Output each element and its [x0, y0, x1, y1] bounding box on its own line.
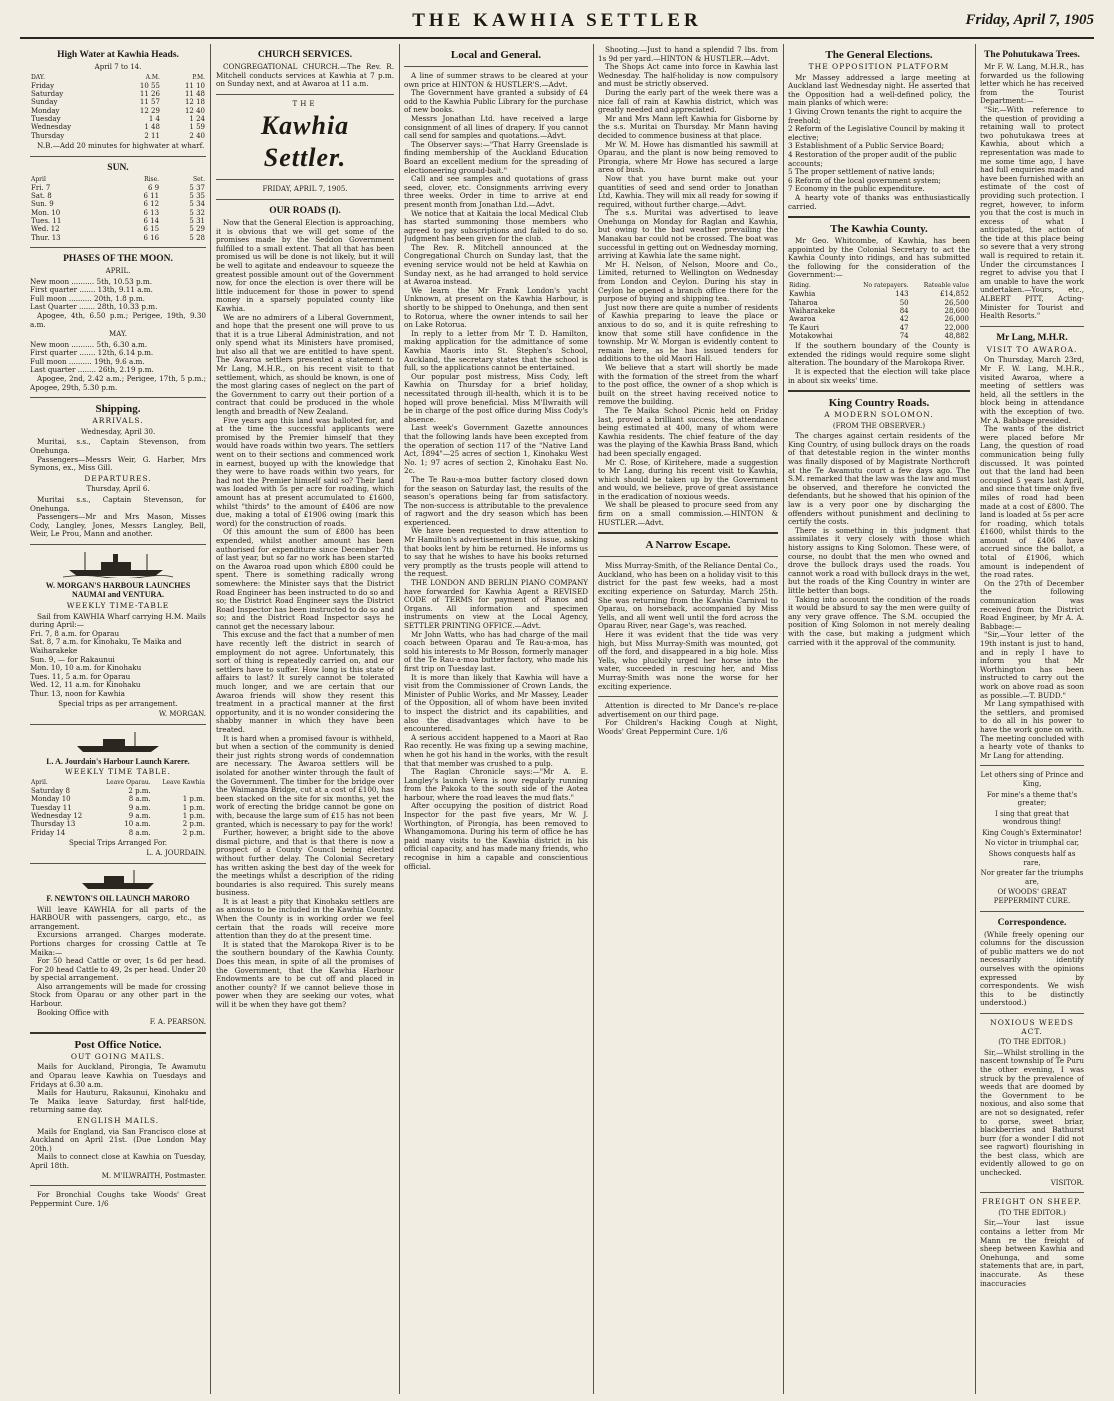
editorial-paragraph: We are no admirers of a Liberal Government, and hope that the present one will prove to us that it is a true Liberal Administration, and not only spend what its Ministers have promised, but also all that we are entitled to have spent. The Awaroa settlers presented a statement to Mr Lang, M.H.R., on his recent visit to that settlement, which, as should be known, is one of the most glaring cases of neglect on the part of the Government to carry out their portion of a contract that could be produced in the whole length and breadth of New Zealand.: [216, 312, 394, 417]
riding-value: 28,600: [944, 306, 969, 315]
jourdain-date: Tuesday 11: [31, 803, 72, 812]
ridings-col-riding: Riding.: [789, 282, 811, 290]
masthead: [20, 10, 1094, 36]
divider: [980, 326, 1084, 327]
editorial-paragraph: It is hard when a promised favour is withheld, but when a section of the community is denied their just rights strong words of condemnation are necessary. The Awaroa settlers will be isolated for another winter through the fault of the Government. The timber for the bridge over the Waimanga Bridge, cut at a cost of £100, has been stacked on the site for six months, yet the work of erecting the bridge cannot be gone on with, because the large sum of £15 has not been granted, which is necessary to pay for the work!: [216, 733, 394, 829]
local-item: Shooting.—Just to hand a splendid 7 lbs. from 1s 9d per yard.—HINTON & HUSTLER.—Advt.: [598, 46, 778, 63]
tide-col-day: DAY.: [31, 73, 45, 81]
newton-text: Also arrangements will be made for crossing Stock from Oparau or any other part in the Harbour.: [30, 981, 206, 1009]
narrow-escape-text: Miss Murray-Smith, of the Reliance Dental Co., Auckland, who has been on a holiday visit to this district for the past few weeks, had a most exciting experience on Saturday, March 25th. She was returning from the Kawhia Carnival to Oparau, on horseback, accompanied by Miss Yells, and all went well until the ford across the Oparau River, near Gage's, was reached.: [598, 561, 778, 631]
local-item: During the early part of the week there was a nice fall of rain at Kawhia district, which was greatly needed and appreciated.: [598, 87, 778, 115]
trees-text: "Sir,—With reference to the question of providing a retaining wall to protect two pohutukawa trees at Kawhia, about which a representation was made to me some time ago, I have had full enquiries made and have been furnished with an estimate of the cost of providing such protection. I regret, however, to inform you that the cost is much in excess of what I anticipated, the action of the tide at this place being so severe that a very strong wall is required to retain it. Under the circumstances I regret to advise you that I am unable to have the work undertaken.—Yours, etc., ALBERT PITT, Acting-Minister for Tourist and Health Resorts.": [980, 104, 1084, 321]
moon-line: Last quarter ........ 26th, 2.19 p.m.: [30, 365, 154, 375]
jourdain-date: Thursday 13: [31, 820, 76, 829]
editorial-paragraph: It is stated that the Marokopa River is to be the southern boundary of the Kawhia County. Does this mean, in spite of all the promises of the Government, that the Kawhia Harbour Endowments are to be cut off and placed in another county? If we cannot believe those in power when they are seeking our votes, what will it be when they have got them?: [216, 939, 394, 1009]
jourdain-kawhia: 1 p.m.: [182, 795, 205, 804]
local-item: Mr John Watts, who has had charge of the mail coach between Oparau and Te Rau-a-moa, has sold his interests to Mr Bosson, formerly manager of the Te Rau-a-moa butter factory, who made his first trip on Tuesday last.: [404, 629, 588, 673]
tide-pm: 12 18: [184, 98, 205, 107]
divider: [980, 1013, 1084, 1014]
column-rule: [210, 44, 211, 1394]
elections-sub: THE OPPOSITION PLATFORM: [808, 62, 950, 71]
local-item: Now that you have burnt make out your quantities of seed and send order to Jonathan Ltd, Kawhia. They will mix all ready for sowing if required, without further charge.—Advt.: [598, 173, 778, 209]
jourdain-kawhia: 1 p.m.: [182, 803, 205, 812]
sun-set: 5 32: [189, 208, 205, 217]
arrivals-text: Muritai, s.s., Captain Stevenson, from Onehunga.: [30, 437, 206, 456]
column-rule: [975, 44, 976, 1394]
sun-col-set: Set.: [193, 175, 205, 183]
divider: [788, 390, 970, 392]
jourdain-col-oparau: Leave Oparau.: [106, 778, 151, 786]
jourdain-signature: L. A. JOURDAIN.: [146, 849, 206, 858]
local-item: The Shops Act came into force in Kawhia last Wednesday. The half-holiday is now compulsory and must be strictly observed.: [598, 62, 778, 89]
tide-table: [30, 74, 206, 140]
platform-item: 7 Economy in the public expenditure.: [788, 184, 925, 194]
riding-ratepayers: 42: [899, 315, 909, 324]
moon-heading: PHASES OF THE MOON.: [63, 253, 173, 264]
riding-name: Taharoa: [789, 298, 818, 307]
dateline: FRIDAY, APRIL 7, 1905.: [262, 185, 348, 194]
local-item: It is more than likely that Kawhia will have a visit from the Commissioner of Crown Lands, the Minister of Public Works, and Mr Massey, Leader of the Opposition, all of whom have been invited to inspect the district and its capabilities, and also the disadvantages which have to be encountered.: [404, 672, 588, 734]
divider: [788, 216, 970, 218]
noxious-heading: NOXIOUS WEEDS ACT.: [990, 1017, 1074, 1036]
local-item: The Observer says:—"That Harry Greenslade is finding membership of the Auckland Education Board an excellent medium for the spreading of electioneering ground-bait.": [404, 139, 588, 175]
divider: [30, 397, 206, 398]
local-item: After occupying the position of district Road Inspector for the past five years, Mr W. J. Worthington, of Pirongia, has been removed to Whangamomona. During his term of office he has paid many visits to the Kawhia district in his official capacity, and has made many friends, who recognise in him a capable and conscientious official.: [404, 801, 588, 871]
jourdain-heading: L. A. Jourdain's Harbour Launch Karere.: [46, 756, 190, 766]
editorial-paragraph: Of this amount the sum of £800 has been expended, whilst another amount has been authorised for expenditure since December 7th of last year, but so far no work has been started on the Awaroa road upon which £800 could be spent. There is something radically wrong somewhere: the Minister says that the District Road Engineer has been instructed to do so and so; the District Road Engineer says the District Road Inspector has been instructed to do so and so; and the District Road Inspector says he cannot get the necessary labour.: [216, 527, 394, 631]
tide-day: Tuesday: [31, 115, 61, 124]
morgan-line: Mon. 10, 10 a.m. for Kinohaku: [30, 663, 142, 673]
local-item: Last week's Government Gazette announces that the following lands have been excepted from the operation of section 117 of the "Native Land Act, 1894"—25 acres of section 1, Kinohaku West No. 1; 97 acres of section 2, Kinohaku East No. 2c.: [404, 423, 588, 476]
noxious-text: Sir,—Whilst strolling in the nascent township of Te Puru the other evening, I was struck by the prevalence of weeds that are doomed by the Government to be noxious, and also some that are not so designated, refer to gorse, sweet briar, blackberries and Bathurst burr (for a wonder I did not see ragwort) flourishing in the best class, which are evidently allowed to go on unchecked.: [980, 1047, 1084, 1178]
editorial-paragraph: It is at least a pity that Kinohaku settlers are as anxious to be included in the Kawhia County. When the County is in working order we feel certain that the roads will receive more attention than they do at the present time.: [216, 896, 394, 941]
sun-table: [30, 176, 206, 242]
morgan-note: Special trips as per arrangement.: [58, 699, 178, 708]
noxious-signature: VISITOR.: [1050, 1178, 1084, 1187]
editorial-paragraph: This excuse and the fact that a number of men have recently left the district in search of employment do not agree. Unfortunately, this sort of thing is repeatedly carried on, and our settlers have to suffer. How long is this state of affairs to last? It surely cannot be tolerated much longer, and we are certain that our Awaroa friends will show they resent this treatment in a practical manner at the first opportunity, and it is no wonder considering the shabby manner in which they have been treated.: [216, 630, 394, 734]
local-item: We believe that a start will shortly be made with the formation of the street from the wharf to the post office, the owner of a shop which is built on the street having received notice to remove the building.: [598, 362, 778, 407]
moon-line: Full moon .......... 20th, 1.8 p.m.: [30, 293, 145, 303]
column-rule: [783, 44, 784, 1394]
trees-heading: The Pohutukawa Trees.: [984, 50, 1080, 60]
sun-set: 5 37: [189, 183, 205, 192]
moon-line: First quarter ....... 12th, 6.14 p.m.: [30, 348, 154, 358]
king-country-text: There is something in this judgment that assimilates it very closely with those which history assigns to King Solomon. These were, of course, no doubt that the men who owned and drove the bullock drays used the roads. You cannot work a road with bullock drays in the wet, but the roads of the King Country in winter are little better than bogs.: [788, 525, 970, 595]
masthead-title: THE KAWHIA SETTLER: [412, 10, 702, 31]
oil-launch-engraving-icon: [78, 869, 158, 891]
post-heading: Post Office Notice.: [74, 1038, 162, 1051]
newton-text: Excursions arranged. Charges moderate. Portions charges for crossing Cattle at Te Maika:—: [30, 930, 206, 957]
jourdain-date: Saturday 8: [31, 787, 70, 796]
county-text: It is expected that the election will take place in about six weeks' time.: [788, 366, 970, 385]
tide-pm: 12 40: [184, 106, 205, 115]
divider: [980, 1192, 1084, 1193]
local-item: In reply to a letter from Mr T. D. Hamilton, making application for the admittance of some Kawhia Maoris into St. Stephen's School, Auckland, the secretary states that the school is full, so the applications cannot be entertained.: [404, 328, 588, 373]
local-heading: Local and General.: [450, 49, 542, 61]
column-6: [980, 46, 1084, 1392]
sun-rise: 6 16: [143, 233, 160, 242]
masthead-rule: [20, 37, 1094, 39]
sun-day: Sat. 8: [31, 192, 52, 201]
jourdain-oparau: 9 a.m.: [128, 803, 151, 812]
morgan-line: Fri. 7, 8 a.m. for Oparau: [30, 628, 120, 638]
riding-value: 48,882: [944, 331, 969, 340]
platform-item: 2 Reform of the Legislative Council by making it elective;: [788, 124, 965, 142]
tide-day: Saturday: [31, 90, 64, 99]
sheep-to: (TO THE EDITOR.): [998, 1208, 1066, 1217]
moon-line: New moon .......... 5th, 6.30 a.m.: [30, 339, 148, 349]
local-item: A line of summer straws to be cleared at your own price at HINTON & HUSTLER'S.—Advt.: [404, 71, 588, 89]
english-mails-text: Mails for England, via San Francisco close at Auckland on April 21st. (Due London May 20th.): [30, 1126, 206, 1153]
morgan-line: Sun. 9, — for Rakaunui: [30, 654, 115, 664]
sun-set: 5 35: [189, 192, 205, 201]
local-item: We have been requested to draw attention to Mr Hamilton's advertisement in this issue, asking that books lent by him be returned. He informs us to say that he wishes to have his books returned very promptly as the trusts people will attend to the request.: [404, 526, 588, 579]
newton-signature: F. A. PEARSON.: [149, 1018, 206, 1027]
divider: [980, 765, 1084, 766]
sun-col-day: April: [31, 175, 46, 183]
sun-set: 5 29: [189, 225, 205, 234]
ridings-col-ratepayers: No ratepayers.: [863, 282, 909, 290]
sun-rise: 6 14: [143, 217, 160, 226]
platform-item: 5 The proper settlement of native lands;: [788, 167, 935, 177]
jourdain-col-date: April.: [31, 778, 48, 786]
trees-text: Mr F. W. Lang, M.H.R., has forwarded us the following letter which he has received from the Tourist Department:—: [980, 62, 1084, 106]
moon-line: Full moon .......... 19th, 9.6 a.m.: [30, 356, 145, 366]
masthead-date: Friday, April 7, 1905: [965, 12, 1094, 28]
riding-ratepayers: 74: [899, 331, 909, 340]
local-item: The Government have granted a subsidy of £4 odd to the Kawhia Public Library for the purchase of new books.: [404, 88, 588, 115]
jourdain-kawhia: 1 p.m.: [182, 811, 205, 820]
platform-item: 6 Reform of the local government system;: [788, 175, 941, 185]
narrow-escape-heading: A Narrow Escape.: [645, 539, 731, 552]
moon-line: First quarter ....... 13th, 9.11 a.m.: [30, 285, 153, 295]
verse-title: Let others sing of Prince and King,: [980, 771, 1084, 788]
jourdain-oparau: 10 a.m.: [124, 820, 151, 829]
divider: [980, 911, 1084, 912]
sun-rise: 6 13: [143, 208, 160, 217]
morgan-sub: WEEKLY TIME-TABLE: [66, 600, 170, 610]
column-rule: [399, 44, 400, 1394]
divider: [30, 724, 206, 725]
sun-col-rise: Rise.: [144, 175, 160, 183]
riding-ratepayers: 84: [899, 306, 909, 315]
sun-day: Mon. 10: [31, 208, 61, 217]
tide-day: Thursday: [31, 131, 65, 140]
moon-april-note: Apogee, 4th, 6.50 p.m.; Perigee, 19th, 9.30 a.m.: [30, 310, 206, 329]
editorial-paragraph: Now that the General Election is approaching, it is obvious that we will get some of the promises made by the Seddon Government fulfilled to a small extent. That all that has been promised us will be done is not likely, but it will be well to agitate and endeavour to squeeze the greatest possible amount out of the Government now, for once the election is over there will be little inducement for those in power to spend money in a sparsely populated county like Kawhia.: [216, 217, 394, 313]
divider: [30, 544, 206, 545]
king-country-text: The charges against certain residents of the King Country, of using bullock drays on the roads of that detestable region in the winter months was finally disposed of by Magistrate Northcroft at the Te Awamutu court a few days ago. The S.M. remarked that the law was the law and must be observed, and therefore he convicted the defendants, but he showed that his opinion of the law is a very poor one by discharging the offenders without punishment and declining to certify the costs.: [788, 431, 970, 527]
nameplate: Kawhia Settler.: [260, 111, 350, 173]
local-item: A serious accident happened to a Maori at Rao Rao recently. He was fixing up a sewing machine, when he got his hand in the works, with the result that that member was crushed to a pulp.: [404, 732, 588, 768]
divider: [30, 156, 206, 157]
tide-day: Friday: [31, 81, 55, 90]
local-item: Just now there are quite a number of residents of Kawhia preparing to leave the place or anxious to do so, and it is quite refreshing to know that some still have confidence in the township. Mr W. Morgan is evidently content to remain here, as he has issued tenders for additions to the old Maori Hall.: [598, 302, 778, 364]
divider: [598, 556, 778, 557]
moon-may-label: MAY.: [109, 330, 127, 339]
tide-col-am: A.M.: [145, 73, 160, 81]
riding-ratepayers: 143: [895, 290, 909, 299]
morgan-line: Thur. 13, noon for Kawhia: [30, 688, 125, 698]
english-mails-label: ENGLISH MAILS.: [76, 1116, 160, 1126]
local-item: Mr C. Rose, of Kiritehere, made a suggestion to Mr Lang, during his recent visit to Kawhia, which should be taken up by the Government and would, we believe, prove of great assistance in the eradication of noxious weeds.: [598, 457, 778, 501]
ridings-col-value: Rateable value: [923, 282, 969, 290]
moon-may-note: Apogee, 2nd, 2.42 a.m.; Perigee, 17th, 5 p.m.; Apogee, 29th, 5.30 p.m.: [30, 374, 206, 392]
verse-line: Shows conquests half as rare,: [988, 850, 1076, 867]
local-item: THE LONDON AND BERLIN PIANO COMPANY have forwarded for Kawhia Agent a REVISED CODE of TERMS for payment of Pianos and Organs. All information and specimen instruments on view at the Local Agency, SETTLER PRINTING OFFICE.—Advt.: [404, 578, 588, 630]
local-item: Call and see samples and quotations of grass seed, clover, etc. Consignments arriving every three weeks. Order in time to arrive at end present month from Jonathan Ltd.—Advt.: [404, 174, 588, 209]
lang-sub: VISIT TO AWAROA.: [986, 344, 1078, 354]
sun-day: Sun. 9: [31, 200, 54, 209]
jourdain-kawhia: 2 p.m.: [182, 828, 205, 837]
tide-day: Wednesday: [31, 123, 72, 132]
divider: [216, 199, 394, 200]
king-country-source: (FROM THE OBSERVER.): [832, 421, 926, 430]
riding-name: Kawhia: [789, 290, 816, 299]
sun-set: 5 28: [189, 233, 205, 242]
local-item: Mr H. Nelson, of Nelson, Moore and Co., Limited, returned to Wellington on Wednesday from London and Ceylon. During his stay in Ceylon he opened a branch office there for the purpose of buying and shipping tea.: [598, 259, 778, 304]
arrivals-date: Wednesday, April 30.: [80, 427, 156, 436]
cough-ad: For Children's Hacking Cough at Night, Woods' Great Peppermint Cure. 1/6: [598, 718, 778, 736]
riding-name: Motakowhai: [789, 331, 833, 340]
departures-text: Muritai s.s., Captain Stevenson, for Onehunga.: [30, 495, 206, 513]
king-country-text: Taking into account the condition of the roads it would be absurd to say the men were guilty of any very grave offence. The S.M. occupied the position of King Solomon in not merely dealing with the case, but making a judgment which carried with it the approval of the community.: [788, 594, 970, 647]
riding-value: 26,000: [944, 315, 969, 324]
jourdain-oparau: 9 a.m.: [128, 811, 151, 820]
post-sub: OUT GOING MAILS.: [70, 1051, 166, 1061]
divider: [30, 1185, 206, 1186]
divider: [404, 66, 588, 67]
sun-rise: 6 12: [143, 200, 160, 209]
editorial-paragraph: Five years ago this land was balloted for, and at the time the successful applicants were promised by the Premier himself that they would have roads within two years. The settlers went on to their sections and commenced work in earnest, buoyed up with the knowledge that they were to have roads within two years, for had not the Premier himself said so? Their land was loaded with 5s per acre for roading, which amount has at present accumulated to £1600, whilst "thirds" to the amount of £406 are now due, making a total of £1906 owing (mark this word) for the construction of roads.: [216, 415, 394, 528]
tide-pm: 11 48: [184, 90, 205, 99]
departures-date: Thursday, April 6.: [86, 485, 150, 494]
county-heading: The Kawhia County.: [830, 223, 928, 236]
elections-text: Mr Massey addressed a large meeting at Auckland last Wednesday night. He asserted that the Opposition had a well-defined policy, the main planks of which were:: [788, 72, 970, 108]
local-item: The Te Rau-a-moa butter factory closed down for the season on Saturday last, the results of the season's operations being far from satisfactory. The non-success is attributable to the prevalence of ragwort and the dry season which has been experienced.: [404, 474, 588, 527]
jourdain-col-kawhia: Leave Kawhia: [162, 778, 205, 786]
cough-ad: For Bronchial Coughs take Woods' Great Peppermint Cure. 1/6: [30, 1190, 206, 1208]
jourdain-oparau: 8 a.m.: [128, 795, 151, 804]
verse-line: No victor in triumphal car,: [984, 839, 1080, 848]
verse-signature: Of WOODS' GREAT PEPPERMINT CURE.: [993, 888, 1071, 906]
local-item: Our popular post mistress, Miss Cody, left Kawhia on Thursday for a brief holiday, necessitated through ill-health, which it is to be hoped will prove beneficial. Miss M'Ilwraith will be in charge of the post office during Miss Cody's absence.: [404, 371, 588, 424]
sun-rise: 6 9: [147, 183, 160, 192]
tide-pm: 1 59: [189, 123, 205, 132]
tide-pm: 2 40: [189, 131, 205, 140]
lang-text: On the 27th of December the following communication was received from the District Road Engineer, by Mr A. A. Babbage:—: [980, 578, 1084, 631]
jourdain-kawhia: 2 p.m.: [182, 820, 205, 829]
shipping-heading: Shipping.: [95, 403, 141, 416]
local-item: Messrs Jonathan Ltd. have received a large consignment of all lines of drapery. If you cannot call send for samples and quotations.—Advt.: [404, 113, 588, 141]
divider: [598, 532, 778, 534]
sun-set: 5 34: [189, 200, 205, 209]
arrivals-passengers: Passengers—Messrs Weir, G. Harber, Mrs Symons, ex., Miss Gill.: [30, 454, 206, 473]
morgan-heading: W. MORGAN'S HARBOUR LAUNCHES NAUMAI and VENTURA.: [45, 580, 191, 600]
lang-text: Mr Lang sympathised with the settlers, and promised to do all in his power to have the work gone on with. The meeting concluded with a hearty vote of thanks to Mr Lang for attending.: [980, 699, 1084, 760]
newton-text: Booking Office with: [37, 1007, 109, 1017]
riding-value: 26,500: [944, 298, 969, 307]
sun-set: 5 31: [189, 217, 205, 226]
jourdain-oparau: 2 p.m.: [128, 787, 151, 796]
tide-am: 1 48: [144, 123, 160, 132]
jourdain-date: Friday 14: [31, 828, 66, 837]
correspondence-note: (While freely opening our columns for the discussion of public matters we do not necessarily identify ourselves with the opinions expressed by correspondents. We wish this to be distinctly understood.): [980, 929, 1084, 1008]
column-1: [30, 46, 206, 1392]
local-item: The Te Maika School Picnic held on Friday last, proved a brilliant success, the attendance being estimated at 400, many of whom were Kawhia residents. The chief feature of the day was the playing of the Kawhia Brass Band, which had been specially engaged.: [598, 405, 778, 458]
newton-text: Will leave KAWHIA for all parts of the HARBOUR with passengers, cargo, etc., as arrangement.: [30, 904, 206, 931]
tide-col-pm: P.M.: [192, 73, 205, 81]
sun-rise: 6 11: [143, 192, 160, 201]
local-item: We shall be pleased to procure seed from any firm on a small commission.—HINTON & HUSTLER.—Advt.: [598, 500, 778, 527]
verse-line: Nor greater far the triumphs are,: [980, 869, 1084, 886]
divider: [216, 179, 394, 180]
church-heading: CHURCH SERVICES.: [257, 50, 353, 60]
ridings-table: [788, 282, 970, 340]
post-text: Mails for Hauturu, Rakaunui, Kinohaku and Te Maika leave Saturday, first half-tide, returning same day.: [30, 1088, 206, 1115]
newton-heading: F. NEWTON'S OIL LAUNCH MARORO: [46, 894, 190, 904]
local-item: The Rev. R. Mitchell announced at the Congregational Church on Sunday last, that the evening service would not be held at Kawhia on Sunday next, as he had arranged to hold service at Awaroa instead.: [404, 242, 588, 287]
tide-pm: 1 24: [189, 115, 205, 124]
column-rule: [593, 44, 594, 1394]
riding-name: Awaroa: [789, 315, 816, 324]
tide-am: 1 4: [148, 115, 160, 124]
divider: [598, 696, 778, 697]
morgan-intro: Sail from KAWHIA Wharf carrying H.M. Mails during April:—: [30, 611, 206, 630]
lang-heading: Mr Lang, M.H.R.: [996, 332, 1068, 343]
king-country-sub: A MODERN SOLOMON.: [824, 410, 934, 420]
tide-day: Sunday: [31, 98, 58, 107]
moon-april-label: APRIL.: [105, 266, 131, 275]
post-text: Mails for Auckland, Pirongia, Te Awamutu and Oparau leave Kawhia on Tuesdays and Fridays at 6.30 a.m.: [30, 1062, 206, 1089]
tide-am: 10 55: [139, 81, 160, 90]
county-text: Mr Geo. Whitcombe, of Kawhia, has been appointed by the Colonial Secretary to act the Kawhia County into ridings, and has submitted the following for the consideration of the Government:—: [788, 236, 970, 280]
local-item: We notice that at Kaitaia the local Medical Club has started summoning those members who agreed to pay subscriptions and failed to do so. Judgment has been given for the club.: [404, 208, 588, 244]
editorial-paragraph: Further, however, a bright side to the above dismal picture, and that is that there is now a prospect of a County Council being elected without further delay. The Colonial Secretary has written asking the best day of the week for the meetings whilst a description of the riding boundaries is also required. This surely means business.: [216, 828, 394, 898]
noxious-to: (TO THE EDITOR.): [998, 1038, 1066, 1047]
riding-ratepayers: 50: [899, 298, 909, 307]
tide-note: N.B.—Add 20 minutes for highwater at wharf.: [37, 140, 205, 150]
steamer-engraving-icon: [63, 550, 173, 578]
english-mails-text: Mails to connect close at Kawhia on Tuesday, April 18th.: [30, 1152, 206, 1170]
king-country-heading: King Country Roads.: [828, 397, 930, 410]
departures-passengers: Passengers—Mr and Mrs Mason, Misses Cody, Langley, Jones, Messrs Langley, Bell, Weir, Le Prou, Mann and another.: [30, 512, 206, 539]
moon-line: Last Quarter ....... 28th, 10.33 p.m.: [30, 302, 158, 312]
sun-day: Thur. 13: [31, 233, 61, 242]
lang-text: The wants of the district were placed before Mr Lang, the question of road communication being fully discussed. It was pointed out that the land had been occupied 5 years last April, and since that time only five miles of road had been made at a cost of £800. The land is loaded at 5s per acre for roading, which totals £1600, whilst thirds to the amount of £406 have accrued since the ballot, a total of £1906, which amount is independent of the road rates.: [980, 424, 1084, 580]
local-item: The s.s. Muritai was advertised to leave Onehunga on Monday for Raglan and Kawhia, but owing to the bad weather prevailing the Manakau bar could not be crossed. The boat was successful in getting out on Wednesday morning, arriving at Kawhia late the same night.: [598, 208, 778, 261]
post-signature: M. M'ILWRAITH, Postmaster.: [101, 1171, 206, 1180]
tide-day: Monday: [31, 106, 60, 115]
tide-am: 12 29: [139, 106, 160, 115]
sun-heading: SUN.: [107, 162, 129, 173]
divider: [30, 863, 206, 864]
sun-rise: 6 15: [143, 225, 160, 234]
lang-text: "Sir,—Your letter of the 19th instant is just to hand, and in reply I have to inform you that Mr Worthington has been instructed to carry out the work on above road as soon as possible.—T. BUDD.": [980, 630, 1084, 700]
sheep-heading: FREIGHT ON SHEEP.: [982, 1197, 1082, 1207]
column-2: [216, 46, 394, 1392]
elections-heading: The General Elections.: [825, 49, 933, 61]
notice: Attention is directed to Mr Dance's re-place advertisement on our third page.: [598, 701, 778, 719]
riding-value: £14,852: [940, 290, 969, 299]
elections-closing: A hearty vote of thanks was enthusiastically carried.: [788, 192, 970, 211]
verse-line: King Cough's Exterminator!: [982, 828, 1082, 837]
sun-day: Fri. 7: [31, 183, 51, 192]
riding-ratepayers: 47: [899, 323, 909, 332]
sheep-text: Sir,—Your last issue contains a letter from Mr Mann re the freight of sheep between Kawhia and Onehunga, and some statements that are, in part, inaccurate. As these inaccuracies: [980, 1218, 1084, 1288]
platform-item: 1 Giving Crown tenants the right to acquire the freehold;: [788, 106, 962, 125]
church-text: CONGREGATIONAL CHURCH.—The Rev. R. Mitchell conducts services at Kawhia at 7 p.m. on Sunday next, and at Awaroa at 11 a.m.: [216, 62, 394, 89]
correspondence-heading: Correspondence.: [997, 917, 1067, 928]
jourdain-oparau: 8 a.m.: [128, 828, 151, 837]
morgan-line: Sat. 8, 7 a.m. for Kinohaku, Te Maika and Waiharakeke: [30, 637, 182, 655]
verse-line: I sing that great that wondrous thing!: [994, 809, 1070, 827]
local-item: Mr and Mrs Mann left Kawhia for Gisborne by the s.s. Muritai on Thursday. Mr Mann having decided to commence business at that place.: [598, 113, 778, 140]
morgan-signature: W. MORGAN.: [158, 710, 206, 719]
column-4: [598, 46, 778, 1392]
column-3: [404, 46, 588, 1392]
jourdain-date: Wednesday 12: [31, 811, 83, 820]
jourdain-kawhia: [152, 787, 206, 795]
launch-engraving-icon: [73, 730, 163, 754]
jourdain-note: Special Trips Arranged For.: [68, 838, 168, 847]
sun-day: Tues. 11: [31, 217, 62, 226]
divider: [30, 247, 206, 248]
platform-item: 4 Restoration of the proper audit of the public accounts;: [788, 149, 957, 168]
divider: [216, 94, 394, 95]
jourdain-date: Monday 10: [31, 795, 71, 804]
moon-line: New moon .......... 5th, 10.53 p.m.: [30, 276, 153, 286]
narrow-escape-text: Here it was evident that the tide was very high, but Miss Murray-Smith was mounted, got off the ford, and disappeared in a big hole. Miss Yells, who pluckily urged her horse into the water, succeeded in rescuing her, and Miss Murray-Smith was none the worse for her exciting experience.: [598, 630, 778, 691]
nameplate-the: THE: [292, 99, 318, 108]
tide-sub: April 7 to 14.: [94, 63, 142, 71]
tide-am: 2 11: [144, 131, 160, 140]
jourdain-table: [30, 779, 206, 837]
verse-line: For mine's a theme that's greater;: [986, 790, 1078, 808]
platform-item: 3 Establishment of a Public Service Board;: [788, 141, 945, 151]
tide-am: 11 26: [139, 90, 160, 99]
riding-name: Te Kauri: [789, 323, 819, 332]
local-item: The Raglan Chronicle says:—"Mr A. E. Langley's launch Vera is now regularly running from the Pakoka to the south side of the Aotea harbour, where the road leaves the mud flats.": [404, 767, 588, 802]
morgan-line: Wed. 12, 11 a.m. for Kinohaku: [30, 680, 141, 690]
morgan-line: Tues. 11, 5 a.m. for Oparau: [30, 671, 131, 681]
editorial-heading: OUR ROADS (I).: [269, 205, 341, 216]
arrivals-label: ARRIVALS.: [92, 416, 144, 426]
tide-pm: 11 10: [184, 81, 205, 90]
departures-label: DEPARTURES.: [84, 473, 152, 483]
local-item: We learn the Mr Frank London's yacht Unknown, at present on the Kawhia Harbour, is shortly to be shipped to Onehunga, and then sent to Rotorua, where the owner intends to sail her on Lake Rotorua.: [404, 285, 588, 330]
jourdain-sub: WEEKLY TIME TABLE.: [65, 767, 171, 777]
column-5: [788, 46, 970, 1392]
lang-text: On Thursday, March 23rd, Mr F. W. Lang, M.H.R., visited Awaroa, where a meeting of settlers was held, all the settlers in the block being in attendance with the exception of two. Mr A. Babbage presided.: [980, 355, 1084, 425]
divider: [30, 1032, 206, 1034]
riding-value: 22,000: [944, 323, 969, 332]
tide-heading: High Water at Kawhia Heads.: [57, 50, 179, 60]
local-item: Mr W. M. Howe has dismantled his sawmill at Oparau, and the plant is now being removed to Pirongia, where Mr Howe has secured a large area of bush.: [598, 139, 778, 175]
newton-text: For 50 head Cattle or over, 1s 6d per head. For 20 head Cattle to 49, 2s per head. Under 20 by special arrangement.: [30, 956, 206, 983]
sun-day: Wed. 12: [31, 225, 60, 234]
tide-am: 11 57: [139, 98, 160, 107]
riding-name: Waiharakeke: [789, 306, 835, 315]
county-text: If the southern boundary of the County is extended the ridings would require some slight alteration. The boundary of the Marokopa River.: [788, 341, 970, 368]
